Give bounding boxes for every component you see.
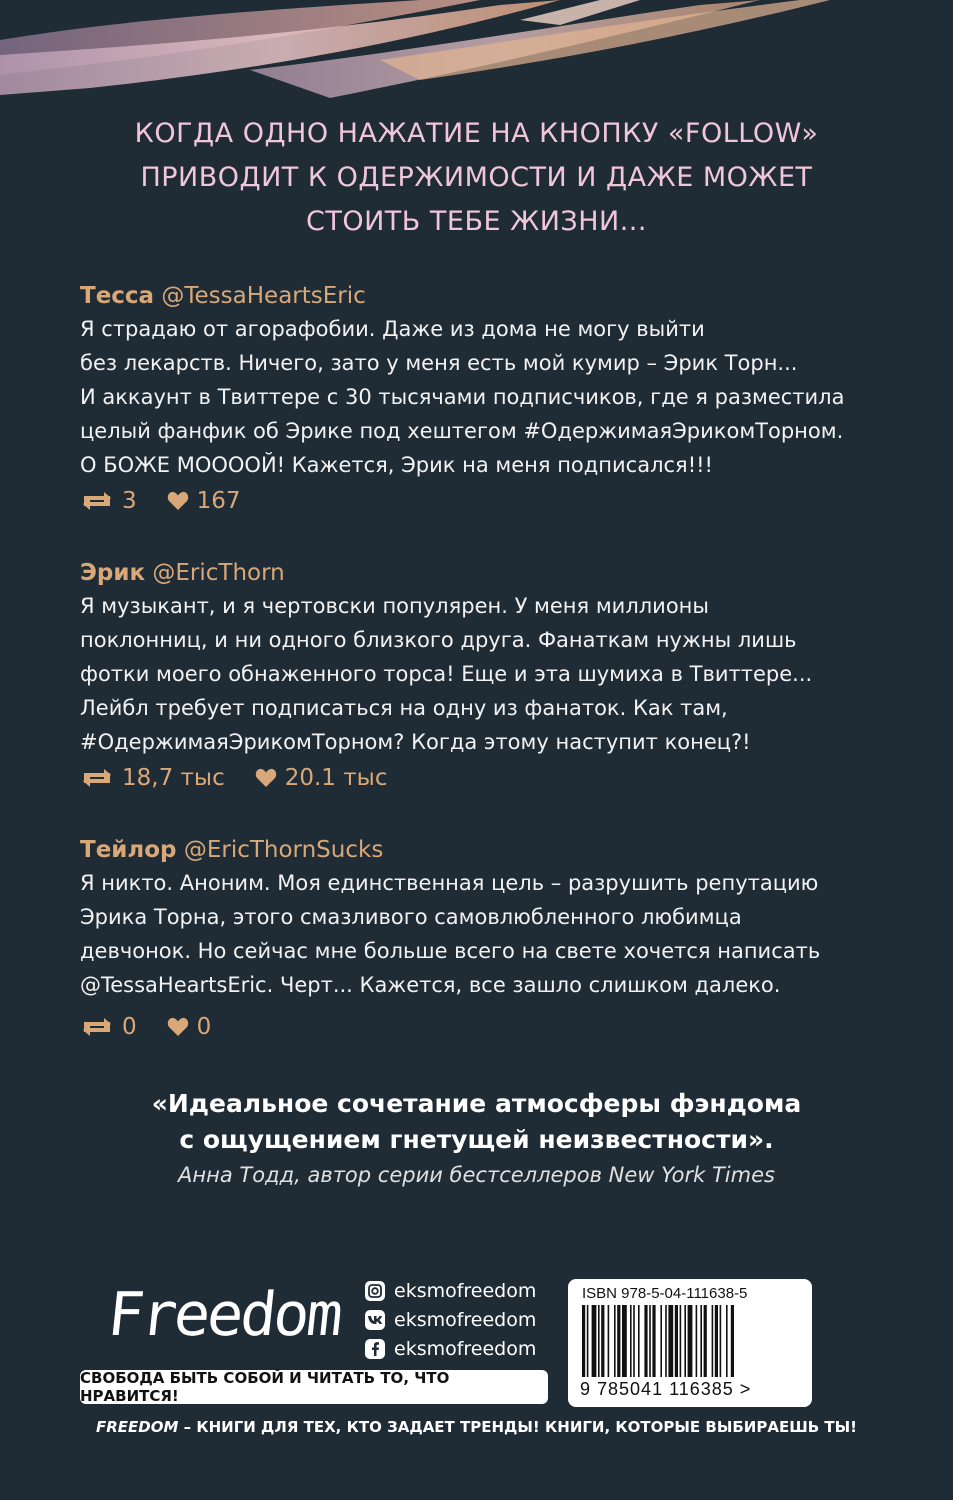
barcode-bar bbox=[715, 1305, 718, 1377]
retweet-count bbox=[80, 765, 225, 791]
tweet-stats bbox=[80, 765, 880, 791]
tweet-author: Тесса bbox=[80, 283, 155, 309]
slogan-banner: СВОБОДА БЫТЬ СОБОЙ И ЧИТАТЬ ТО, ЧТО НРАВИТСЯ! bbox=[80, 1370, 548, 1404]
tagline-line: СТОИТЬ ТЕБЕ ЖИЗНИ... bbox=[306, 206, 647, 237]
heart-icon bbox=[167, 491, 189, 511]
barcode-bar bbox=[720, 1305, 722, 1377]
tweet-header bbox=[80, 557, 880, 589]
barcode-bar bbox=[598, 1305, 600, 1377]
quote-attribution: Анна Тодд, автор серии бестселлеров New York Times bbox=[178, 1163, 775, 1187]
retweet-value: 0 bbox=[122, 1014, 137, 1040]
tweet-body: Я страдаю от агорафобии. Даже из дома не могу выйти без лекарств. Ничего, зато у меня есть мой кумир – Эрик Торн... И аккаунт в Твиттере с 30 тысячами подписчиков, где я разместила целый фанфик об Эрике под хештегом #ОдержимаяЭрикомТорном. О БОЖЕ МООООЙ! Кажется, Эрик на меня подписался!!! bbox=[80, 317, 845, 477]
social-label: eksmofreedom bbox=[394, 1308, 537, 1331]
barcode-bar bbox=[660, 1305, 662, 1377]
barcode-bar bbox=[680, 1305, 682, 1377]
tweet-header bbox=[80, 280, 880, 312]
tweet-handle: @TessaHeartsEric bbox=[161, 283, 366, 309]
tweet-author: Тейлор bbox=[80, 837, 177, 863]
barcode-bar bbox=[617, 1305, 620, 1377]
barcode-bar bbox=[638, 1305, 640, 1377]
retweet-count bbox=[80, 488, 137, 514]
like-value: 20.1 тыс bbox=[284, 765, 388, 791]
barcode-bar bbox=[614, 1305, 616, 1377]
social-link-instagram[interactable] bbox=[365, 1276, 536, 1305]
publisher-logo: Freedom bbox=[104, 1280, 344, 1350]
tweet-tessa bbox=[80, 280, 880, 514]
tweet-author: Эрик bbox=[80, 560, 146, 586]
tweet-handle: @EricThornSucks bbox=[183, 837, 384, 863]
tweet-stats bbox=[80, 1014, 880, 1040]
social-link-vk[interactable] bbox=[365, 1305, 536, 1334]
quote-line: с ощущением гнетущей неизвестности». bbox=[179, 1125, 774, 1154]
heart-icon bbox=[255, 768, 277, 788]
barcode-bar bbox=[675, 1305, 678, 1377]
tweet-taylor bbox=[80, 834, 880, 1040]
retweet-icon bbox=[80, 490, 114, 512]
tweet-eric bbox=[80, 557, 880, 791]
barcode-bar bbox=[700, 1305, 702, 1377]
heart-icon bbox=[167, 1017, 189, 1037]
retweet-icon bbox=[80, 767, 114, 789]
like-count bbox=[167, 488, 241, 514]
barcode-bar bbox=[608, 1305, 610, 1377]
barcode-bar bbox=[649, 1305, 651, 1377]
social-links bbox=[365, 1276, 536, 1363]
barcode-bar bbox=[644, 1305, 647, 1377]
barcode-bars bbox=[582, 1305, 798, 1377]
like-count bbox=[255, 765, 388, 791]
footer-brand: FREEDOM bbox=[95, 1418, 179, 1436]
barcode-bar bbox=[622, 1305, 627, 1377]
tweet-header bbox=[80, 834, 880, 866]
retweet-count bbox=[80, 1014, 137, 1040]
tagline bbox=[80, 112, 873, 244]
isbn-number: ISBN 978-5-04-111638-5 bbox=[582, 1285, 748, 1302]
tagline-line: КОГДА ОДНО НАЖАТИЕ НА КНОПКУ «FOLLOW» bbox=[134, 118, 819, 149]
tweet-handle: @EricThorn bbox=[152, 560, 285, 586]
tweet-body: Я музыкант, и я чертовски популярен. У меня миллионы поклонниц, и ни одного близкого друга. Фанаткам нужны лишь фотки моего обнаженного торса! Еще и эта шумиха в Твиттере... Лейбл требует подписаться на одну из фанаток. Как там, #ОдержимаяЭрикомТорном? Когда этому наступит конец?! bbox=[80, 594, 813, 754]
social-label: eksmofreedom bbox=[394, 1337, 537, 1360]
review-quote bbox=[80, 1086, 873, 1192]
like-value: 167 bbox=[196, 488, 241, 514]
ean-digits: 9 785041 116385 > bbox=[580, 1379, 752, 1399]
barcode-bar bbox=[630, 1305, 632, 1377]
barcode-bar bbox=[731, 1305, 734, 1377]
footer-line bbox=[0, 1418, 953, 1436]
tweet-body: Я никто. Аноним. Моя единственная цель – разрушить репутацию Эрика Торна, этого смазливого самовлюбленного любимца девчонок. Но сейчас мне больше всего на свете хочется написать @TessaHeartsEric. Черт... Кажется, все зашло слишком далеко. bbox=[80, 871, 821, 997]
retweet-icon bbox=[80, 1016, 114, 1038]
barcode-bar bbox=[684, 1305, 686, 1377]
like-value: 0 bbox=[196, 1014, 212, 1040]
barcode-bar bbox=[688, 1305, 693, 1377]
barcode-bar bbox=[582, 1305, 585, 1377]
quote-line: «Идеальное сочетание атмосферы фэндома bbox=[151, 1089, 802, 1118]
social-link-facebook[interactable] bbox=[365, 1334, 536, 1363]
barcode-bar bbox=[668, 1305, 673, 1377]
barcode-bar bbox=[592, 1305, 597, 1377]
barcode-bar bbox=[652, 1305, 655, 1377]
tweet-stats bbox=[80, 488, 880, 514]
barcode-bar bbox=[704, 1305, 707, 1377]
like-count bbox=[167, 1014, 212, 1040]
barcode-bar bbox=[696, 1305, 698, 1377]
isbn-barcode bbox=[568, 1279, 812, 1407]
tagline-line: ПРИВОДИТ К ОДЕРЖИМОСТИ И ДАЖЕ МОЖЕТ bbox=[140, 162, 813, 193]
barcode-bar bbox=[587, 1305, 589, 1377]
decorative-brush-strokes bbox=[0, 0, 953, 110]
retweet-value: 18,7 тыс bbox=[122, 765, 225, 791]
instagram-icon bbox=[365, 1281, 385, 1301]
barcode-bar bbox=[665, 1305, 667, 1377]
barcode-bar bbox=[726, 1305, 728, 1377]
barcode-bar bbox=[712, 1305, 714, 1377]
footer-text: – КНИГИ ДЛЯ ТЕХ, КТО ЗАДАЕТ ТРЕНДЫ! КНИГИ, КОТОРЫЕ ВЫБИРАЕШЬ ТЫ! bbox=[178, 1418, 858, 1436]
barcode-bar bbox=[601, 1305, 604, 1377]
vk-icon bbox=[365, 1310, 385, 1330]
retweet-value: 3 bbox=[122, 488, 137, 514]
social-label: eksmofreedom bbox=[394, 1279, 537, 1302]
facebook-icon bbox=[365, 1339, 385, 1359]
barcode-bar bbox=[633, 1305, 635, 1377]
